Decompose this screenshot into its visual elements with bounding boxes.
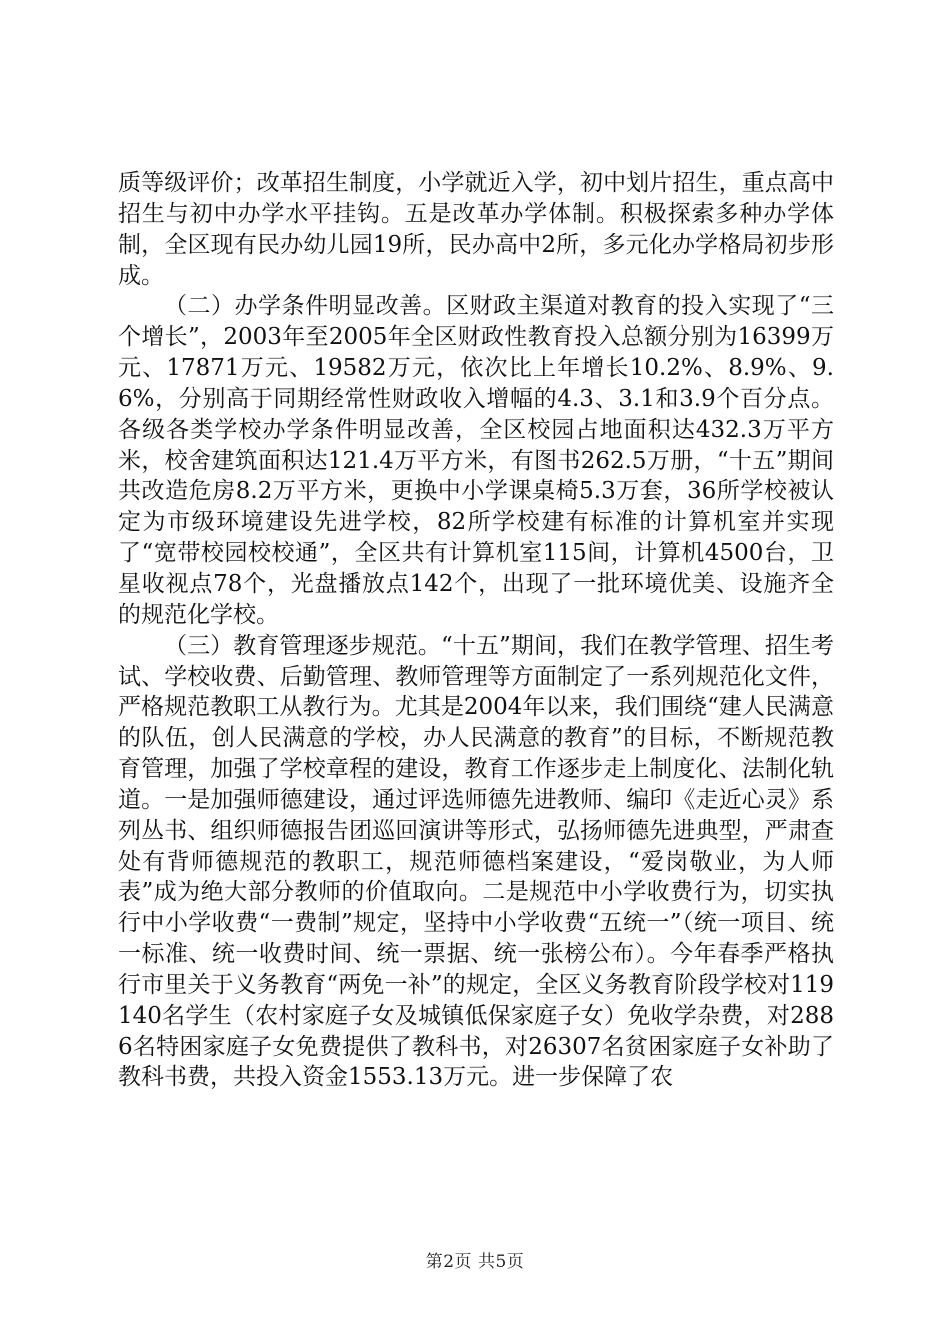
paragraph-1: 质等级评价；改革招生制度，小学就近入学，初中划片招生，重点高中招生与初中办学水平挂钩。五是改革办学体制。积极探索多种办学体制，全区现有民办幼儿园19所，民办高中2所，多元化办学格局初步形成。: [118, 170, 834, 289]
page-number-footer: 第2页 共5页: [425, 1252, 525, 1272]
paragraph-2: （二）办学条件明显改善。区财政主渠道对教育的投入实现了“三个增长”，2003年至2005年全区财政性教育投入总额分别为16399万元、17871万元、19582万元，依次比上年增长10.2%、8.9%、9.6%，分别高于同期经常性财政收入增幅的4.3、3.1和3.9个百分点。各级各类学校办学条件明显改善，全区校园占地面积达432.3万平方米，校舍建筑面积达121.4万平方米，有图书262.5万册，“十五”期间共改造危房8.2万平方米，更换中小学课桌椅5.3万套，36所学校被认定为市级环境建设先进学校，82所学校建有标准的计算机室并实现了“宽带校园校校通”，全区共有计算机室115间，计算机4500台，卫星收视点78个，光盘播放点142个，出现了一批环境优美、设施齐全的规范化学校。: [118, 293, 834, 628]
document-body: [118, 168, 834, 1093]
paragraph-3: （三）教育管理逐步规范。“十五”期间，我们在教学管理、招生考试、学校收费、后勤管理、教师管理等方面制定了一系列规范化文件，严格规范教职工从教行为。尤其是2004年以来，我们围绕“建人民满意的队伍，创人民满意的学校，办人民满意的教育”的目标，不断规范教育管理，加强了学校章程的建设，教育工作逐步走上制度化、法制化轨道。一是加强师德建设，通过评选师德先进教师、编印《走近心灵》系列丛书、组织师德报告团巡回演讲等形式，弘扬师德先进典型，严肃查处有背师德规范的教职工，规范师德档案建设，“爱岗敬业，为人师表”成为绝大部分教师的价值取向。二是规范中小学收费行为，切实执行中小学收费“一费制”规定，坚持中小学收费“五统一”（统一项目、统一标准、统一收费时间、统一票据、统一张榜公布）。今年春季严格执行市里关于义务教育“两免一补”的规定，全区义务教育阶段学校对119140名学生（农村家庭子女及城镇低保家庭子女）免收学杂费，对2886名特困家庭子女免费提供了教科书，对26307名贫困家庭子女补助了教科书费，共投入资金1553.13万元。进一步保障了农: [118, 632, 834, 1091]
